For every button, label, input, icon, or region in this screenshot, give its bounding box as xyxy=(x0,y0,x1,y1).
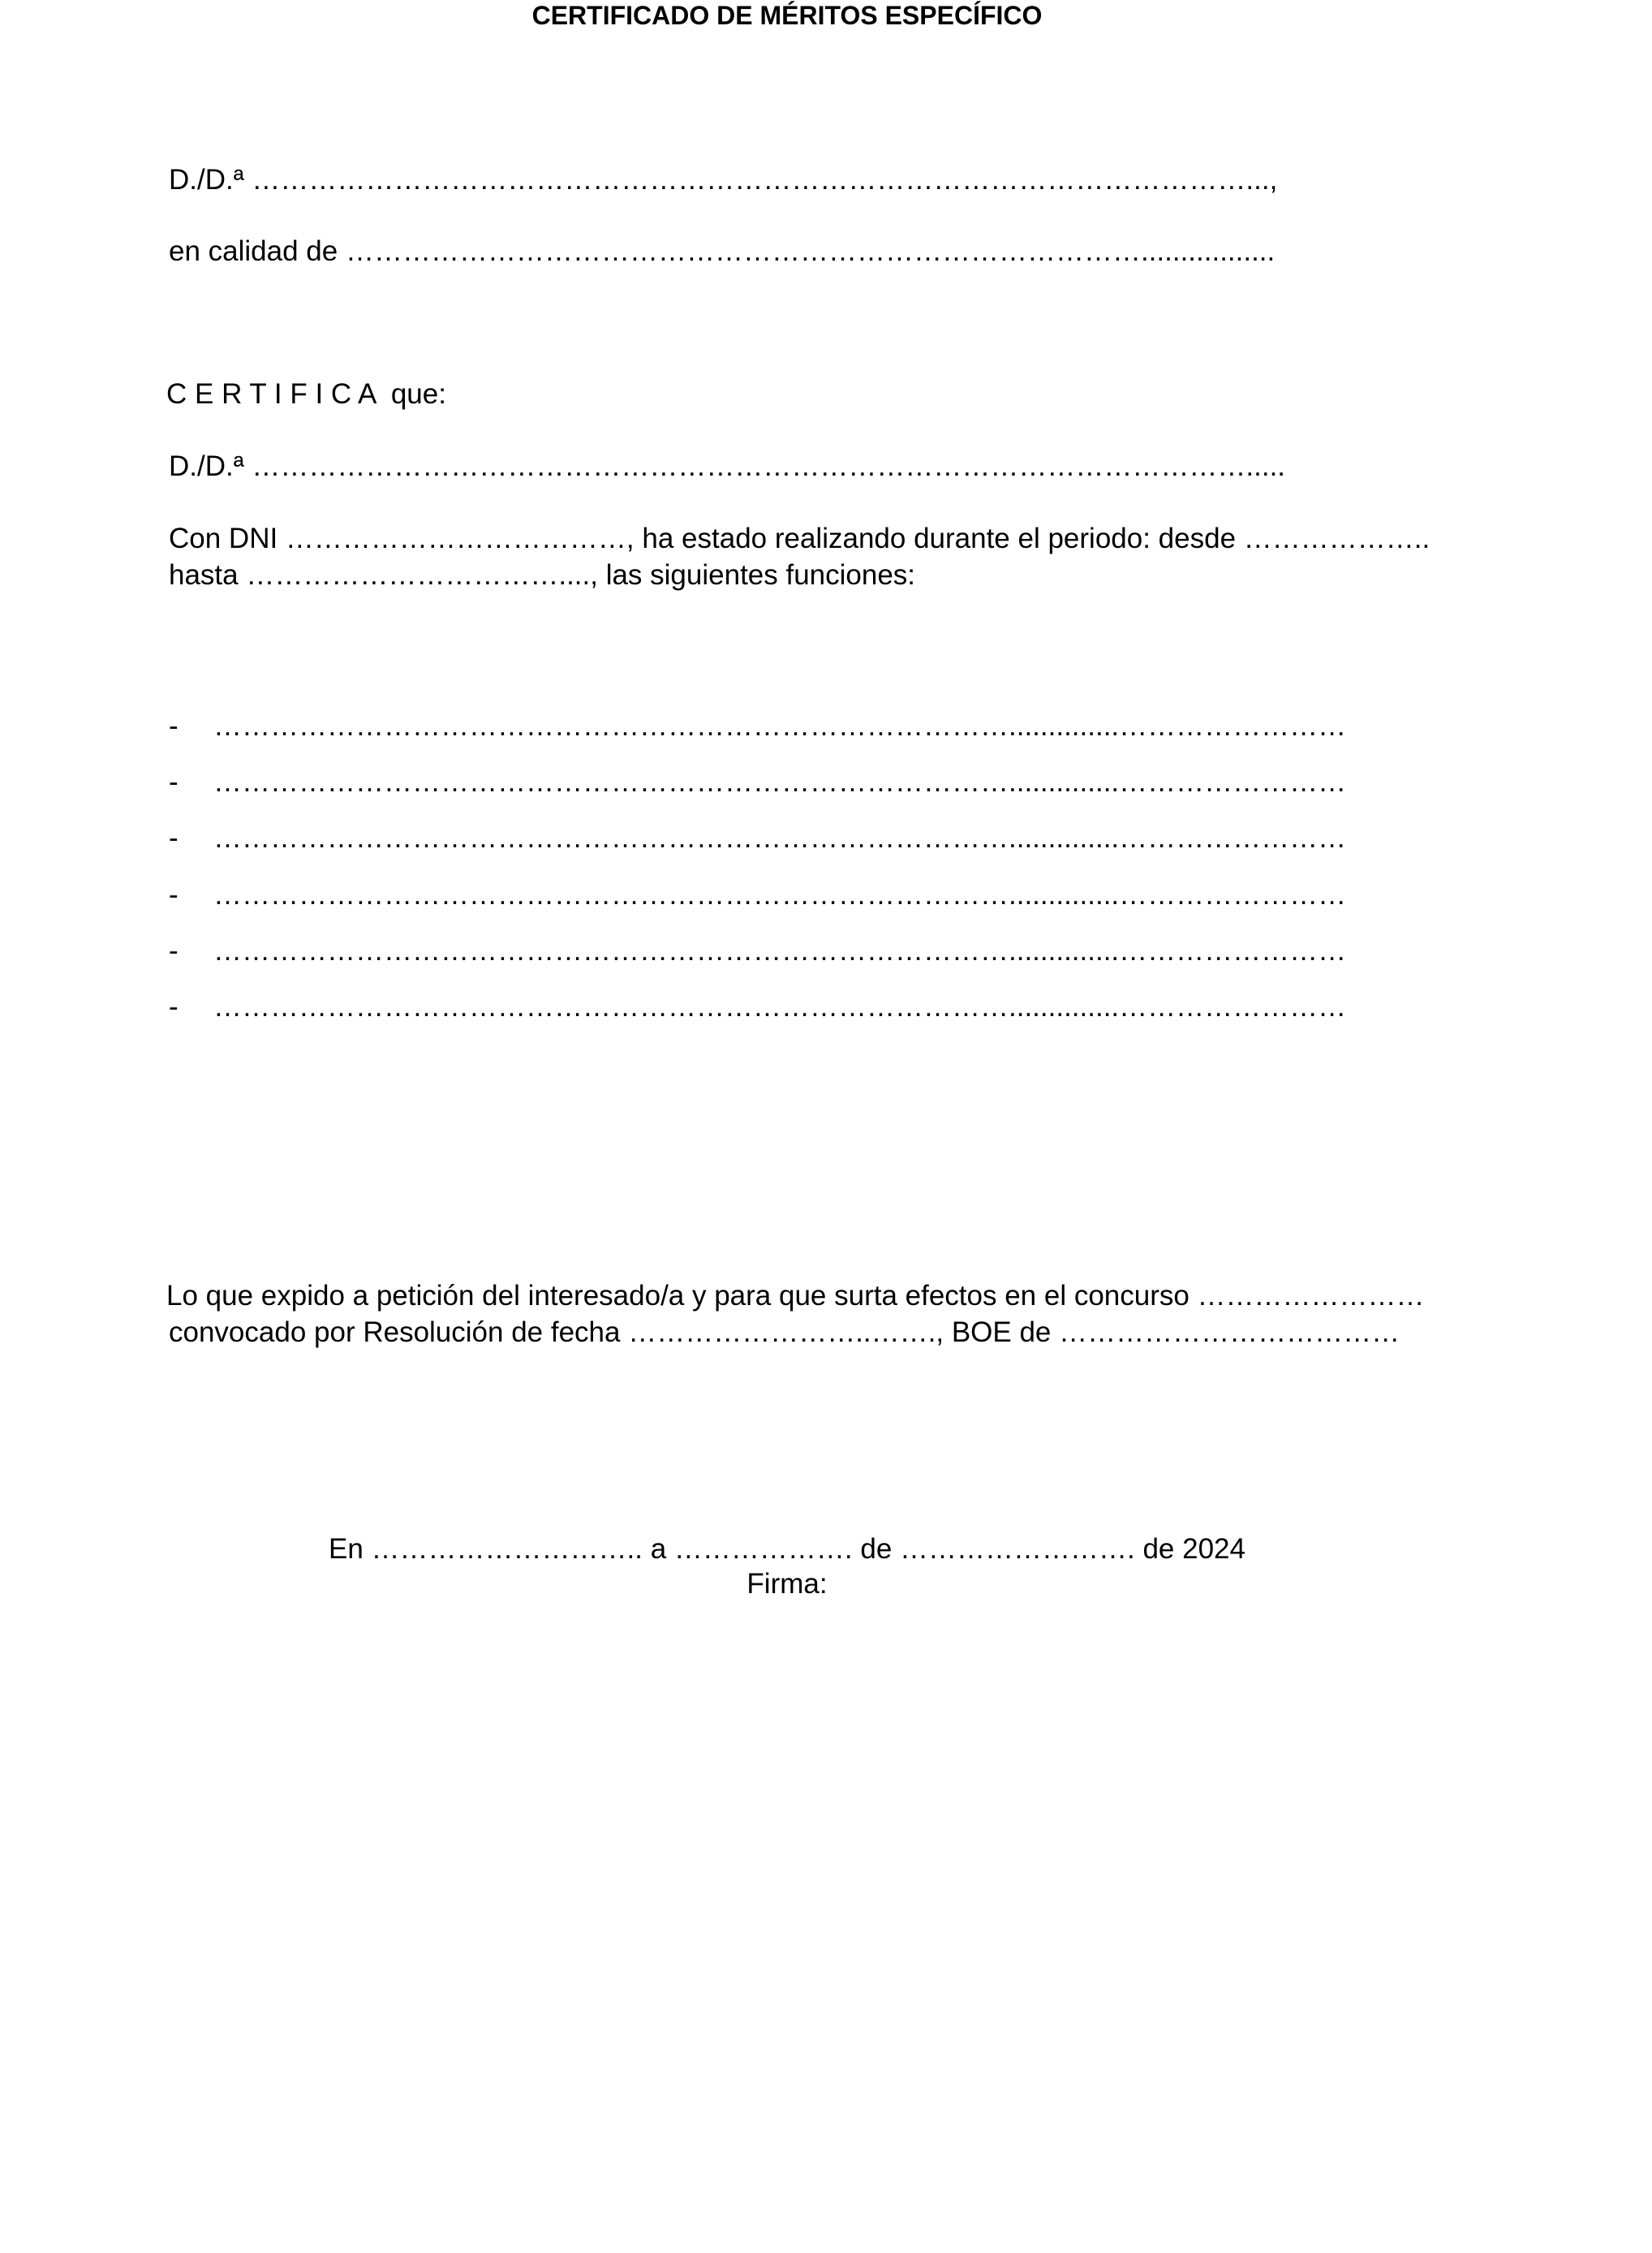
function-blank: …………………………………………………………………………..............…………………… xyxy=(213,766,1347,798)
list-dash: - xyxy=(169,822,179,854)
function-blank: …………………………………………………………………………..............…………………… xyxy=(213,935,1347,967)
list-dash: - xyxy=(169,991,179,1023)
list-dash: - xyxy=(169,710,179,742)
dd-name-line-2: D./D.ª ……………………………………………………………………………………………..... xyxy=(169,450,1286,482)
hasta-line: hasta ……………………………...., las siguientes funciones: xyxy=(169,559,916,591)
list-dash: - xyxy=(169,766,179,798)
certifica-heading: C E R T I F I C A que: xyxy=(166,378,446,410)
function-blank: …………………………………………………………………………..............…………………… xyxy=(213,879,1347,911)
dni-period-line: Con DNI ………………………………, ha estado realizando durante el periodo: desde ……………….. xyxy=(169,523,1430,554)
function-blank: …………………………………………………………………………..............…………………… xyxy=(213,822,1347,854)
calidad-line: en calidad de …………………………………………………………………………................. xyxy=(169,235,1276,267)
place-date-line: En ……………………….. a ………………. de ……………………. de 2024 xyxy=(329,1533,1245,1565)
convocado-line: convocado por Resolución de fecha ……………………..……., BOE de ……………………………… xyxy=(169,1316,1400,1348)
dd-name-line-1: D./D.ª ……………………………………………………………………………………………..., xyxy=(169,164,1278,196)
list-dash: - xyxy=(169,879,179,911)
function-blank: …………………………………………………………………………..............…………………… xyxy=(213,710,1347,742)
function-blank: …………………………………………………………………………..............…………………… xyxy=(213,991,1347,1023)
expido-line: Lo que expido a petición del interesado/a y para que surta efectos en el concurso …………………… xyxy=(166,1280,1425,1312)
list-dash: - xyxy=(169,935,179,967)
document-title: CERTIFICADO DE MÉRITOS ESPECÍFICO xyxy=(531,1,1043,30)
signature-label: Firma: xyxy=(746,1568,828,1600)
